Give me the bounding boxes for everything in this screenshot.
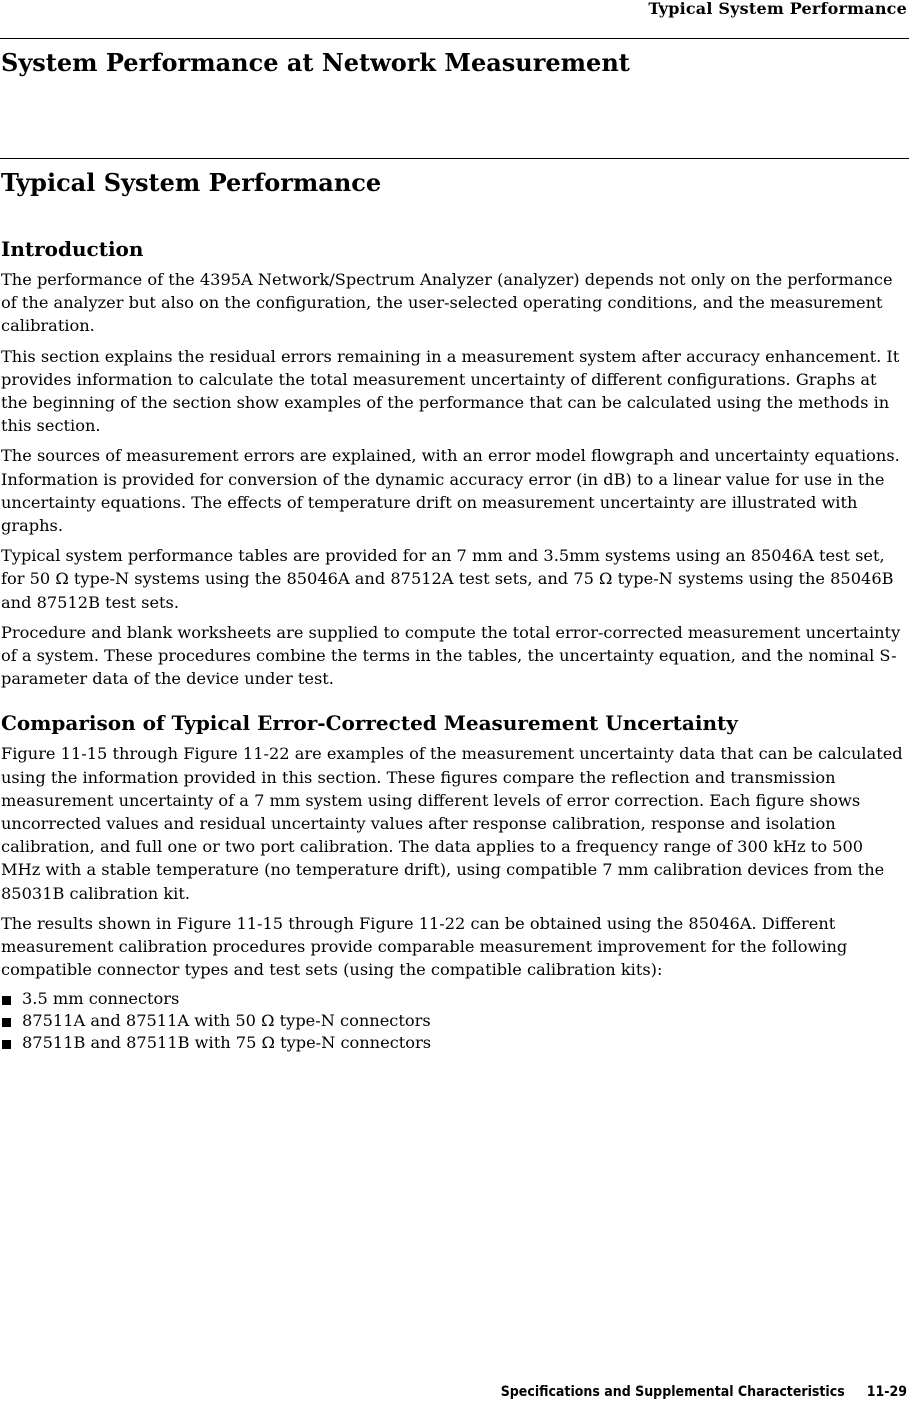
comparison-heading: Comparison of Typical Error-Corrected Measurement Uncertainty bbox=[1, 711, 738, 736]
intro-paragraph-1: The performance of the 4395A Network/Spectrum Analyzer (analyzer) depends not only on the performance of the analyzer but also on the configuration, the user-selected operating conditions, and the measurement calibration. bbox=[1, 270, 893, 336]
intro-paragraph-4: Typical system performance tables are provided for an 7 mm and 3.5mm systems using an 85046A test set, for 50 Ω type-N systems using the 85046A and 87512A test sets, and 75 Ω type-N systems using the 85046B and 87512B test sets. bbox=[1, 546, 894, 612]
list-item-text: 87511A and 87511A with 50 Ω type-N connectors bbox=[22, 1011, 431, 1031]
list-item bbox=[1, 1010, 906, 1032]
list-item bbox=[1, 1032, 906, 1054]
list-item-text: 87511B and 87511B with 75 Ω type-N connectors bbox=[22, 1033, 432, 1053]
section-rule bbox=[0, 158, 909, 159]
comparison-paragraph-2: The results shown in Figure 11-15 through Figure 11-22 can be obtained using the 85046A. Different measurement calibration procedures provide comparable measurement improvement for the following compatible connector types and test sets (using the compatible calibration kits): bbox=[1, 913, 848, 980]
intro-paragraph-5: Procedure and blank worksheets are supplied to compute the total error-corrected measurement uncertainty of a system. These procedures combine the terms in the tables, the uncertainty equation, and the nominal S-parameter data of the device under test. bbox=[1, 622, 901, 689]
comparison-paragraph-1: Figure 11-15 through Figure 11-22 are examples of the measurement uncertainty data that can be calculated using the information provided in this section. These figures compare the reflection and transmission measurement uncertainty of a 7 mm system using different levels of error correction. Each figure shows uncorrected values and residual uncertainty values after response calibration, response and isolation calibration, and full one or two port calibration. The data applies to a frequency range of 300 kHz to 500 MHz with a stable temperature (no temperature drift), using compatible 7 mm calibration devices from the 85031B calibration kit. bbox=[1, 744, 903, 903]
body-content bbox=[1, 236, 906, 1054]
bullet-square-icon bbox=[2, 1018, 11, 1027]
section-title: Typical System Performance bbox=[1, 168, 382, 197]
bullet-square-icon bbox=[2, 996, 11, 1005]
intro-paragraph-2: This section explains the residual errors remaining in a measurement system after accuracy enhancement. It provides information to calculate the total measurement uncertainty of different configurations. Graphs at the beginning of the section show examples of the performance that can be calculated using the methods in this section. bbox=[1, 346, 900, 436]
page-number: 11-29 bbox=[866, 1384, 907, 1400]
list-item-text: 3.5 mm connectors bbox=[22, 989, 180, 1009]
page-footer bbox=[501, 1383, 907, 1401]
intro-paragraph-3: The sources of measurement errors are explained, with an error model flowgraph and uncertainty equations. Information is provided for conversion of the dynamic accuracy error (in dB) to a linear value for use in the uncertainty equations. The effects of temperature drift on measurement uncertainty are illustrated with graphs. bbox=[1, 446, 900, 536]
running-header: Typical System Performance bbox=[648, 0, 907, 18]
introduction-heading: Introduction bbox=[1, 237, 144, 261]
header-rule bbox=[0, 38, 909, 39]
footer-chapter-title: Specifications and Supplemental Characteristics bbox=[500, 1384, 845, 1400]
connector-list bbox=[1, 988, 906, 1054]
chapter-title: System Performance at Network Measurement bbox=[1, 48, 630, 77]
bullet-square-icon bbox=[2, 1040, 11, 1049]
list-item bbox=[1, 988, 906, 1010]
